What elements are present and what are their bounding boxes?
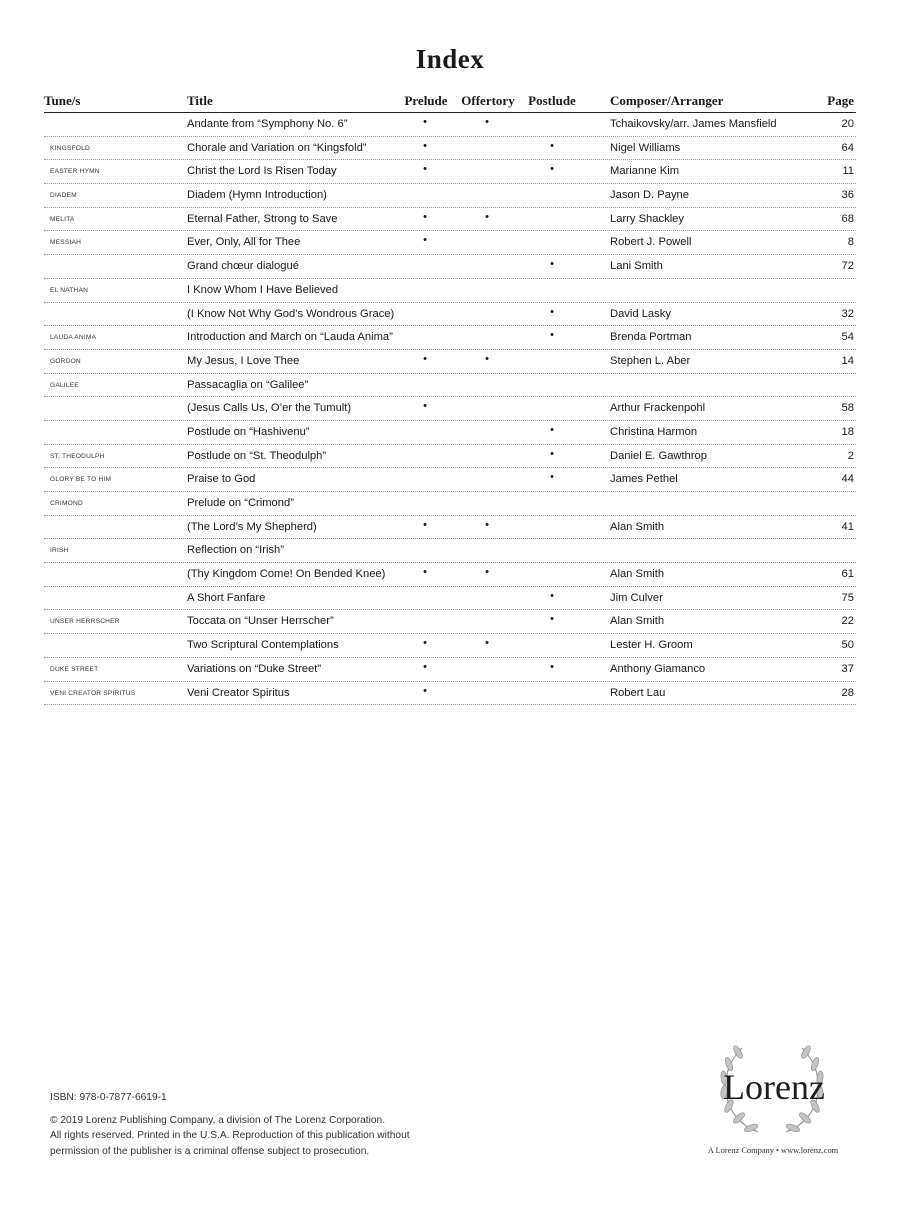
table-row	[44, 539, 856, 563]
composer-name: Christina Harmon	[610, 425, 698, 438]
composer-name: Anthony Giamanco	[610, 662, 706, 675]
page-number: 36	[841, 189, 854, 202]
composer-name: Nigel Williams	[610, 141, 681, 154]
composer-name: Arthur Frackenpohl	[610, 402, 706, 415]
table-row	[44, 326, 856, 350]
tune-name: GALILEE	[50, 381, 79, 389]
table-row	[44, 492, 856, 516]
table-row	[44, 421, 856, 445]
page-number: 72	[841, 260, 854, 273]
page-title: Index	[415, 44, 485, 74]
row-title: Toccata on “Unser Herrscher”	[187, 615, 334, 628]
table-row	[44, 208, 856, 232]
table-row	[44, 468, 856, 492]
col-tune-header: Tune/s	[44, 93, 81, 108]
composer-name: Daniel E. Gawthrop	[610, 449, 708, 462]
row-title: Christ the Lord Is Risen Today	[187, 165, 337, 178]
composer-name: Alan Smith	[610, 568, 665, 581]
postlude-mark: •	[550, 660, 554, 673]
row-title: Reflection on “Irish”	[187, 544, 284, 557]
row-title: Grand chœur dialogué	[187, 260, 299, 273]
prelude-mark: •	[423, 352, 427, 365]
table-row	[44, 658, 856, 682]
page-number: 11	[842, 165, 854, 178]
row-title: Diadem (Hymn Introduction)	[187, 189, 327, 202]
composer-name: Alan Smith	[610, 615, 665, 628]
page-number: 54	[841, 331, 854, 344]
prelude-mark: •	[423, 210, 427, 223]
postlude-mark: •	[550, 589, 554, 602]
table-row	[44, 113, 856, 137]
row-title: Postlude on “Hashivenu”	[187, 425, 310, 438]
postlude-mark: •	[550, 258, 554, 271]
postlude-mark: •	[550, 447, 554, 460]
composer-name: Marianne Kim	[610, 165, 680, 178]
offertory-mark: •	[485, 518, 489, 531]
row-title: Eternal Father, Strong to Save	[187, 212, 338, 225]
tune-name: MESSIAH	[50, 239, 82, 247]
table-row	[44, 445, 856, 469]
page-number: 68	[841, 212, 854, 225]
page-number: 64	[841, 141, 854, 154]
table-body	[44, 113, 856, 705]
row-title: Andante from “Symphony No. 6”	[187, 118, 348, 130]
composer-name: Robert Lau	[610, 686, 666, 699]
page-number: 44	[841, 473, 854, 486]
logo-wordmark: Lorenz	[723, 1067, 825, 1107]
prelude-mark: •	[423, 684, 427, 697]
row-title: Veni Creator Spiritus	[187, 686, 290, 699]
tune-name: ST. THEODULPH	[50, 452, 105, 460]
publisher-tagline: A Lorenz Company • www.lorenz.com	[707, 1146, 839, 1155]
tune-name: MELITA	[50, 215, 75, 223]
offertory-mark: •	[485, 637, 489, 650]
copyright-line-2: All rights reserved. Printed in the U.S.A. Reproduction of this publication without	[50, 1130, 410, 1142]
row-title: My Jesus, I Love Thee	[187, 354, 300, 367]
row-title: Passacaglia on “Galilee”	[187, 378, 309, 391]
row-title: Introduction and March on “Lauda Anima”	[187, 331, 393, 344]
table-row	[44, 303, 856, 327]
table-row	[44, 634, 856, 658]
table-row	[44, 160, 856, 184]
page-number: 14	[841, 354, 854, 367]
table-row	[44, 184, 856, 208]
composer-name: Stephen L. Aber	[610, 354, 691, 367]
composer-name: Larry Shackley	[610, 212, 684, 225]
page-number: 18	[841, 425, 854, 438]
tune-name: GORDON	[50, 357, 81, 365]
composer-name: Lester H. Groom	[610, 639, 693, 652]
tune-name: KINGSFOLD	[50, 144, 90, 152]
postlude-mark: •	[550, 329, 554, 342]
tune-name: GLORY BE TO HIM	[50, 476, 112, 484]
prelude-mark: •	[423, 660, 427, 673]
prelude-mark: •	[423, 518, 427, 531]
col-postlude-header: Postlude	[528, 93, 576, 108]
row-title: Postlude on “St. Theodulph”	[187, 449, 327, 462]
isbn: ISBN: 978-0-7877-6619-1	[50, 1092, 167, 1103]
table-row	[44, 231, 856, 255]
postlude-mark: •	[550, 613, 554, 626]
tune-name: IRISH	[50, 547, 69, 555]
row-title: Praise to God	[187, 473, 256, 486]
table-row	[44, 563, 856, 587]
table-row	[44, 137, 856, 161]
table-row	[44, 374, 856, 398]
offertory-mark: •	[485, 116, 489, 128]
index-table	[44, 90, 856, 705]
postlude-mark: •	[550, 305, 554, 318]
tune-name: EL NATHAN	[50, 286, 89, 294]
copyright-line-3: permission of the publisher is a criminal offense subject to prosecution.	[50, 1145, 370, 1157]
page-number: 61	[841, 568, 854, 581]
offertory-mark: •	[485, 566, 489, 579]
row-title: Ever, Only, All for Thee	[187, 236, 301, 249]
tune-name: VENI CREATOR SPIRITUS	[50, 689, 136, 697]
prelude-mark: •	[423, 139, 427, 152]
prelude-mark: •	[423, 116, 427, 128]
page-number: 50	[841, 639, 854, 652]
page-number: 28	[841, 686, 854, 699]
prelude-mark: •	[423, 637, 427, 650]
table-header	[44, 90, 856, 113]
prelude-mark: •	[423, 400, 427, 413]
table-row	[44, 682, 856, 706]
table-row	[44, 255, 856, 279]
table-row	[44, 610, 856, 634]
postlude-mark: •	[550, 423, 554, 436]
copyright-footer	[50, 1090, 410, 1159]
tune-name: DIADEM	[50, 192, 77, 200]
lorenz-logo	[688, 1040, 868, 1160]
tune-name: CRIMOND	[50, 500, 83, 507]
composer-name: Brenda Portman	[610, 331, 692, 344]
col-page-header: Page	[827, 93, 854, 108]
col-title-header: Title	[187, 93, 213, 108]
offertory-mark: •	[485, 352, 489, 365]
composer-name: Alan Smith	[610, 520, 665, 533]
composer-name: James Pethel	[610, 473, 678, 486]
col-composer-header: Composer/Arranger	[610, 93, 724, 108]
prelude-mark: •	[423, 234, 427, 247]
tune-name: DUKE STREET	[50, 665, 99, 673]
composer-name: David Lasky	[610, 307, 671, 320]
composer-name: Tchaikovsky/arr. James Mansfield	[610, 118, 777, 130]
row-title: Two Scriptural Contemplations	[187, 639, 339, 652]
prelude-mark: •	[423, 163, 427, 176]
page-number: 22	[841, 615, 854, 628]
table-row	[44, 350, 856, 374]
row-title: Variations on “Duke Street”	[187, 662, 322, 675]
page-number: 20	[841, 118, 854, 130]
composer-name: Jason D. Payne	[610, 189, 689, 202]
row-title: (Jesus Calls Us, O’er the Tumult)	[187, 402, 352, 415]
postlude-mark: •	[550, 163, 554, 176]
row-title: (I Know Not Why God’s Wondrous Grace)	[187, 307, 395, 320]
postlude-mark: •	[550, 139, 554, 152]
row-title: Prelude on “Crimond”	[187, 497, 294, 509]
prelude-mark: •	[423, 566, 427, 579]
table-row	[44, 279, 856, 303]
copyright-line-1: © 2019 Lorenz Publishing Company, a division of The Lorenz Corporation.	[50, 1115, 386, 1127]
row-title: A Short Fanfare	[187, 591, 266, 604]
composer-name: Jim Culver	[610, 591, 663, 604]
table-row	[44, 587, 856, 611]
row-title: (Thy Kingdom Come! On Bended Knee)	[187, 568, 386, 581]
page-number: 32	[841, 307, 854, 320]
tune-name: UNSER HERRSCHER	[50, 618, 120, 626]
row-title: Chorale and Variation on “Kingsfold”	[187, 141, 367, 154]
page-number: 8	[847, 236, 854, 249]
composer-name: Robert J. Powell	[610, 236, 692, 249]
page-number: 2	[847, 449, 854, 462]
col-offertory-header: Offertory	[461, 93, 515, 108]
table-row	[44, 516, 856, 540]
tune-name: LAUDA ANIMA	[50, 334, 97, 342]
col-prelude-header: Prelude	[404, 93, 448, 108]
page-number: 37	[841, 662, 854, 675]
row-title: (The Lord’s My Shepherd)	[187, 520, 317, 533]
offertory-mark: •	[485, 210, 489, 223]
page-number: 75	[841, 591, 854, 604]
row-title: I Know Whom I Have Believed	[187, 283, 339, 296]
postlude-mark: •	[550, 471, 554, 484]
tune-name: EASTER HYMN	[50, 168, 100, 176]
page-number: 58	[841, 402, 854, 415]
page-number: 41	[841, 520, 854, 533]
composer-name: Lani Smith	[610, 260, 663, 273]
table-row	[44, 397, 856, 421]
